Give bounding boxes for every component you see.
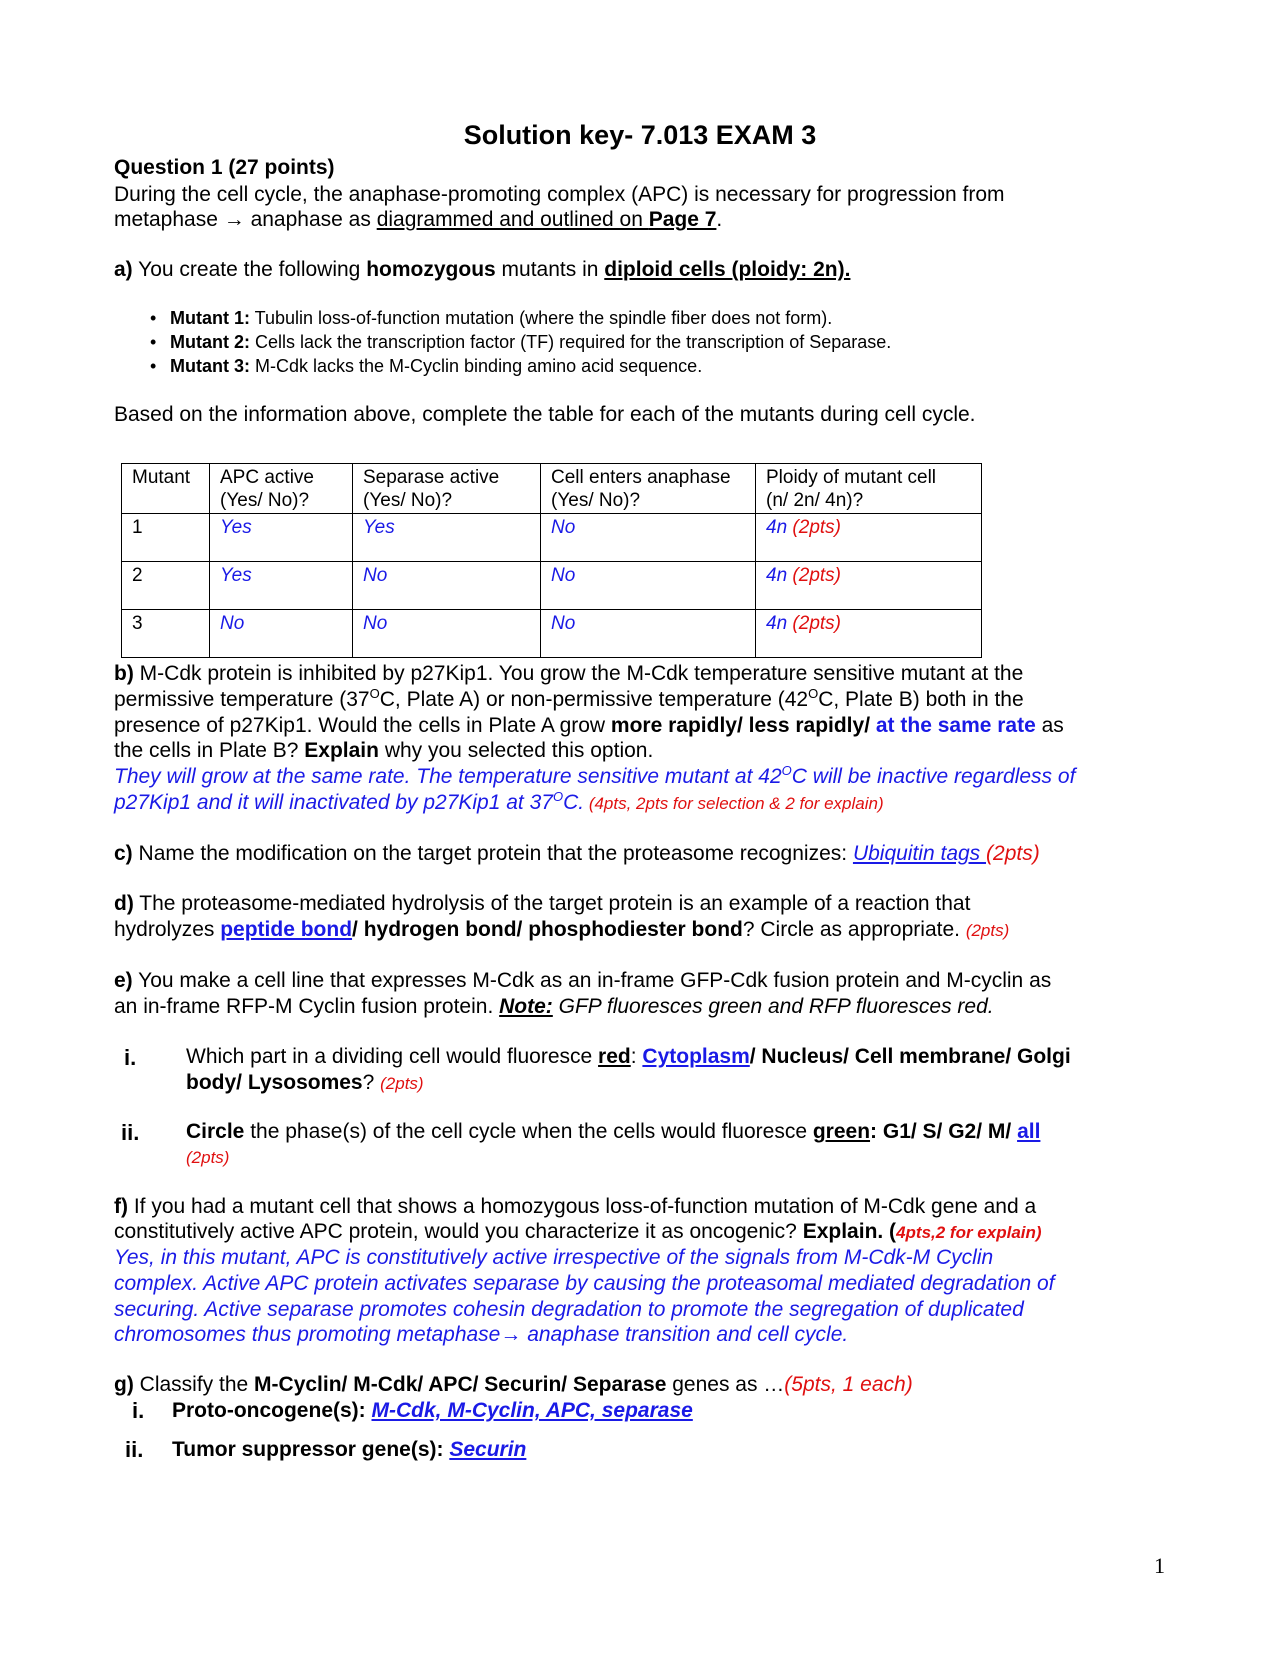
part-b-answer-2: p27Kip1 and it will inactivated by p27Kip1 at $37^OC$. (4pts, 2pts for selection & 2 for explain): [114, 789, 884, 814]
header-anaphase: Cell enters anaphase (Yes/ No)?: [541, 464, 756, 514]
cell-ploidy: 4n (2pts): [756, 610, 982, 658]
cell-separase: No: [353, 562, 541, 610]
cell-apc: No: [210, 610, 353, 658]
intro-line-1: During the cell cycle, the anaphase-promoting complex (APC) is necessary for progression from: [114, 183, 1005, 206]
part-e-line-2: an in-frame RFP-M Cyclin fusion protein. Note: GFP fluoresces green and RFP fluoresces red.: [114, 995, 994, 1018]
table-instruction: Based on the information above, complete the table for each of the mutants during cell cycle.: [114, 403, 976, 426]
cell-anaphase: No: [541, 610, 756, 658]
cell-mutant: 2: [122, 562, 210, 610]
cell-anaphase: No: [541, 562, 756, 610]
cell-mutant: 1: [122, 514, 210, 562]
table-header-row: [122, 464, 982, 514]
cell-anaphase: No: [541, 514, 756, 562]
question-heading: Question 1 (27 points): [114, 156, 335, 179]
cell-ploidy: 4n (2pts): [756, 562, 982, 610]
part-g-prompt: g) Classify the M-Cyclin/ M-Cdk/ APC/ Securin/ Separase genes as …(5pts, 1 each): [114, 1373, 913, 1396]
mutant-table: [121, 463, 982, 658]
header-apc: APC active (Yes/ No)?: [210, 464, 353, 514]
page-title: Solution key- 7.013 EXAM 3: [463, 120, 817, 150]
cell-mutant: 3: [122, 610, 210, 658]
header-mutant: Mutant: [122, 464, 210, 514]
part-e-ii-line-1: Circle the phase(s) of the cell cycle when the cells would fluoresce green: G1/ S/ G2/ M/ all: [186, 1120, 1041, 1143]
cell-apc: Yes: [210, 514, 353, 562]
part-f-answer-2: complex. Active APC protein activates separase by causing the proteasomal mediated degradation of: [114, 1272, 1055, 1295]
sub-i-numeral: i.: [124, 1045, 137, 1070]
part-b-line-4: the cells in Plate B? Explain why you selected this option.: [114, 739, 654, 762]
intro-line-2: metaphase → anaphase as diagrammed and outlined on Page 7.: [114, 208, 723, 231]
mutant-3-bullet: • Mutant 3: M-Cdk lacks the M-Cyclin binding amino acid sequence.: [150, 356, 703, 376]
table-row: [122, 562, 982, 610]
part-g-ii: Tumor suppressor gene(s): Securin: [172, 1438, 527, 1461]
part-d-line-2: hydrolyzes peptide bond/ hydrogen bond/ phosphodiester bond? Circle as appropriate. (2pts): [114, 918, 1010, 941]
cell-apc: Yes: [210, 562, 353, 610]
part-d-line-1: d) The proteasome-mediated hydrolysis of the target protein is an example of a reaction that: [114, 892, 971, 915]
part-f-line-2: constitutively active APC protein, would you characterize it as oncogenic? Explain. (4pts,2 for explain): [114, 1220, 1042, 1243]
part-e-i-line-2: body/ Lysosomes? (2pts): [186, 1071, 424, 1094]
part-b-line-3: presence of p27Kip1. Would the cells in Plate A grow more rapidly/ less rapidly/ at the same rate as: [114, 714, 1064, 737]
part-e-i-line-1: Which part in a dividing cell would fluoresce red: Cytoplasm/ Nucleus/ Cell membrane/ Golgi: [186, 1045, 1071, 1068]
header-ploidy: Ploidy of mutant cell (n/ 2n/ 4n)?: [756, 464, 982, 514]
part-f-answer-4: chromosomes thus promoting metaphase→ anaphase transition and cell cycle.: [114, 1323, 849, 1346]
cell-separase: No: [353, 610, 541, 658]
part-b-answer-1: They will grow at the same rate. The temperature sensitive mutant at $42^OC$ will be inactive regardless of: [114, 763, 1076, 788]
page-number: 1: [1154, 1553, 1165, 1578]
table-row: [122, 610, 982, 658]
sub-i-numeral: i.: [132, 1398, 145, 1423]
header-separase: Separase active (Yes/ No)?: [353, 464, 541, 514]
part-g-i: Proto-oncogene(s): M-Cdk, M-Cyclin, APC, separase: [172, 1399, 693, 1422]
mutant-1-bullet: • Mutant 1: Tubulin loss-of-function mutation (where the spindle fiber does not form).: [150, 308, 833, 328]
table-row: [122, 514, 982, 562]
part-e-ii-points: (2pts): [186, 1148, 230, 1167]
part-c: c) Name the modification on the target protein that the proteasome recognizes: Ubiquitin tags (2pts): [114, 842, 1040, 865]
sub-ii-numeral: ii.: [125, 1437, 144, 1462]
part-b-line-1: b) M-Cdk protein is inhibited by p27Kip1. You grow the M-Cdk temperature sensitive mutant at the: [114, 662, 1024, 685]
part-b-line-2: permissive temperature ($37^OC$, Plate A) or non-permissive temperature ($42^OC$, Plate B) both in the: [114, 686, 1024, 711]
part-f-answer-3: securing. Active separase promotes cohesin degradation to promote the segregation of duplicated: [114, 1298, 1024, 1321]
part-a-prompt: a) You create the following homozygous mutants in diploid cells (ploidy: 2n).: [114, 258, 851, 281]
part-f-answer-1: Yes, in this mutant, APC is constitutively active irrespective of the signals from M-Cdk-M Cyclin: [114, 1246, 994, 1269]
cell-separase: Yes: [353, 514, 541, 562]
sub-ii-numeral: ii.: [121, 1120, 140, 1145]
cell-ploidy: 4n (2pts): [756, 514, 982, 562]
part-e-line-1: e) You make a cell line that expresses M-Cdk as an in-frame GFP-Cdk fusion protein and M-cyclin as: [114, 969, 1052, 992]
part-f-line-1: f) If you had a mutant cell that shows a homozygous loss-of-function mutation of M-Cdk gene and a: [114, 1195, 1037, 1218]
mutant-2-bullet: • Mutant 2: Cells lack the transcription factor (TF) required for the transcription of Separase.: [150, 332, 892, 352]
